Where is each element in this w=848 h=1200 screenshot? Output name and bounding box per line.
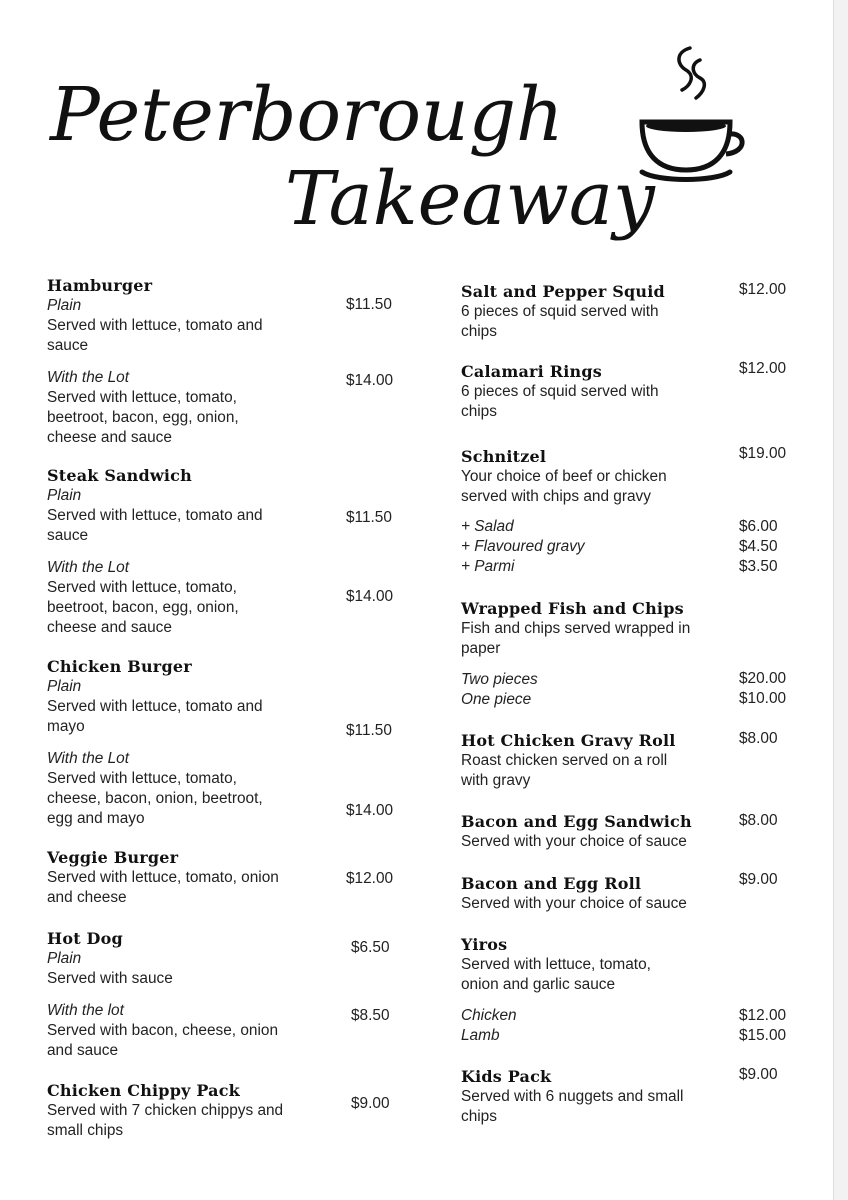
item-description: chips <box>461 323 497 340</box>
option-price: $3.50 <box>739 558 778 575</box>
item-description: cheese and sauce <box>47 429 172 446</box>
item-description: beetroot, bacon, egg, onion, <box>47 409 239 426</box>
item-description: served with chips and gravy <box>461 488 651 505</box>
menu-item-bacon-egg-sandwich <box>461 812 692 852</box>
item-description: cheese and sauce <box>47 619 172 636</box>
menu-item-hot-dog <box>47 929 278 1061</box>
item-price: $11.50 <box>346 509 392 526</box>
item-name: Chicken Chippy Pack <box>47 1081 240 1100</box>
option-price: $15.00 <box>739 1027 787 1044</box>
item-description: beetroot, bacon, egg, onion, <box>47 599 239 616</box>
option-label: Chicken <box>461 1007 517 1024</box>
item-description: Served with bacon, cheese, onion <box>47 1022 279 1039</box>
menu-item-hamburger <box>47 276 263 448</box>
item-price: $11.50 <box>346 296 392 313</box>
item-description: Your choice of beef or chicken <box>461 468 667 485</box>
item-price: $14.00 <box>346 802 394 819</box>
item-name: Hamburger <box>47 276 153 295</box>
menu-item-salt-pepper-squid <box>461 282 665 342</box>
option-label: + Flavoured gravy <box>461 538 585 555</box>
item-price: $11.50 <box>346 722 392 739</box>
item-description: chips <box>461 1108 497 1125</box>
item-price: $6.50 <box>351 939 390 956</box>
item-description: Served with lettuce, tomato, <box>47 770 237 787</box>
menu-item-bacon-egg-roll <box>461 874 687 914</box>
item-name: Kids Pack <box>461 1067 552 1086</box>
item-price: $12.00 <box>346 870 394 887</box>
item-name: Veggie Burger <box>47 848 179 867</box>
item-description: Served with your choice of sauce <box>461 833 687 850</box>
item-price: $12.00 <box>739 360 787 377</box>
menu-item-chicken-chippy-pack <box>47 1081 283 1141</box>
item-description: Served with lettuce, tomato, <box>47 389 237 406</box>
item-description: 6 pieces of squid served with <box>461 303 659 320</box>
option-price: $4.50 <box>739 538 778 555</box>
item-name: Wrapped Fish and Chips <box>461 599 684 618</box>
item-description: Served with sauce <box>47 970 173 987</box>
menu-item-veggie-burger <box>47 848 279 908</box>
item-price: $9.00 <box>739 871 778 888</box>
item-description: egg and mayo <box>47 810 145 827</box>
item-price: $8.00 <box>739 812 778 829</box>
item-description: Served with your choice of sauce <box>461 895 687 912</box>
item-description: chips <box>461 403 497 420</box>
title-line-1: Peterborough <box>50 72 564 158</box>
variant-label: Plain <box>47 297 82 314</box>
menu-item-wrapped-fish-and-chips <box>461 599 690 659</box>
item-name: Calamari Rings <box>461 362 602 381</box>
option-label: One piece <box>461 691 532 708</box>
item-price: $19.00 <box>739 445 787 462</box>
item-description: sauce <box>47 337 89 354</box>
item-description: cheese, bacon, onion, beetroot, <box>47 790 263 807</box>
variant-label: With the Lot <box>47 559 129 576</box>
option-price: $12.00 <box>739 1007 787 1024</box>
item-price: $9.00 <box>351 1095 390 1112</box>
item-price: $14.00 <box>346 372 394 389</box>
variant-label: Plain <box>47 487 82 504</box>
item-description: Served with lettuce, tomato and <box>47 698 263 715</box>
item-name: Bacon and Egg Sandwich <box>461 812 692 831</box>
item-description: and sauce <box>47 1042 119 1059</box>
menu-item-schnitzel <box>461 447 667 507</box>
item-description: Roast chicken served on a roll <box>461 752 668 769</box>
menu-item-calamari-rings <box>461 362 659 422</box>
item-name: Bacon and Egg Roll <box>461 874 642 893</box>
variant-label: With the lot <box>47 1002 124 1019</box>
menu-item-chicken-burger <box>47 657 263 829</box>
item-price: $8.00 <box>739 730 778 747</box>
menu-item-yiros <box>461 935 651 995</box>
item-name: Chicken Burger <box>47 657 192 676</box>
option-label: + Salad <box>461 518 514 535</box>
item-description: Served with lettuce, tomato and <box>47 507 263 524</box>
item-description: onion and garlic sauce <box>461 976 616 993</box>
title-line-2: Takeaway <box>285 156 655 242</box>
item-price: $12.00 <box>739 281 787 298</box>
item-description: Served with lettuce, tomato and <box>47 317 263 334</box>
variant-label: With the Lot <box>47 750 129 767</box>
item-description: 6 pieces of squid served with <box>461 383 659 400</box>
variant-label: Plain <box>47 678 82 695</box>
coffee-cup-icon <box>628 42 753 187</box>
option-label: Two pieces <box>461 671 538 688</box>
item-description: Served with 7 chicken chippys and <box>47 1102 284 1119</box>
menu-item-kids-pack <box>461 1067 683 1127</box>
item-description: mayo <box>47 718 85 735</box>
item-description: and cheese <box>47 889 127 906</box>
item-name: Salt and Pepper Squid <box>461 282 665 301</box>
item-description: with gravy <box>461 772 531 789</box>
item-description: sauce <box>47 527 89 544</box>
page-edge <box>833 0 848 1200</box>
item-name: Yiros <box>461 935 508 954</box>
item-price: $9.00 <box>739 1066 778 1083</box>
item-price: $8.50 <box>351 1007 390 1024</box>
item-name: Hot Dog <box>47 929 123 948</box>
item-description: Served with lettuce, tomato, onion <box>47 869 279 886</box>
item-price: $14.00 <box>346 588 394 605</box>
item-description: Fish and chips served wrapped in <box>461 620 691 637</box>
item-description: paper <box>461 640 501 657</box>
variant-label: With the Lot <box>47 369 129 386</box>
menu-item-hot-chicken-gravy-roll <box>461 731 676 791</box>
item-name: Hot Chicken Gravy Roll <box>461 731 676 750</box>
option-label: Lamb <box>461 1027 500 1044</box>
variant-label: Plain <box>47 950 82 967</box>
item-description: Served with 6 nuggets and small <box>461 1088 684 1105</box>
menu-item-steak-sandwich <box>47 466 263 638</box>
option-label: + Parmi <box>461 558 515 575</box>
option-price: $20.00 <box>739 670 787 687</box>
item-description: small chips <box>47 1122 124 1139</box>
item-description: Served with lettuce, tomato, <box>47 579 237 596</box>
item-description: Served with lettuce, tomato, <box>461 956 651 973</box>
item-name: Steak Sandwich <box>47 466 192 485</box>
option-price: $6.00 <box>739 518 778 535</box>
item-name: Schnitzel <box>461 447 547 466</box>
option-price: $10.00 <box>739 690 787 707</box>
